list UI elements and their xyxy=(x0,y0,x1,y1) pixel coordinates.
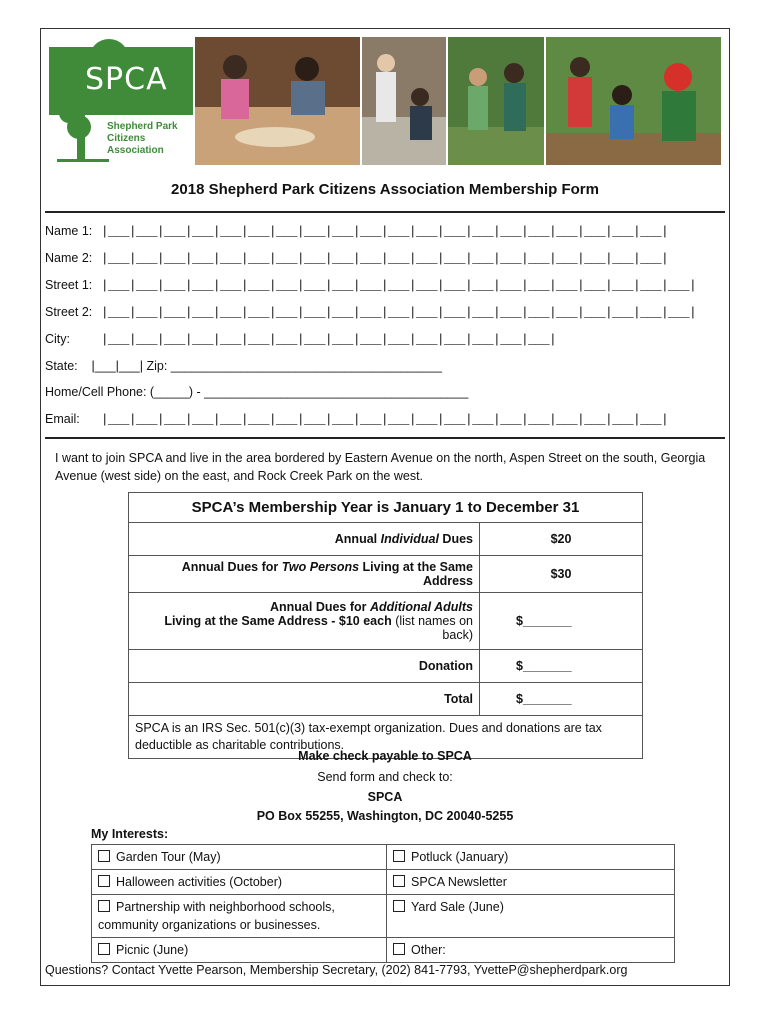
checkbox-other[interactable] xyxy=(393,943,405,955)
interest-label: Halloween activities (October) xyxy=(116,875,283,889)
interest-label: Other: xyxy=(411,943,446,957)
eligibility-text: I want to join SPCA and live in the area bordered by Eastern Avenue on the north, Aspen Street on the south, Georgia Avenue (west side) on the east, and Rock Creek Park on the west. xyxy=(55,451,706,483)
dues-table xyxy=(128,492,643,759)
name2-label: Name 2: xyxy=(45,251,93,265)
checkbox-potluck[interactable] xyxy=(393,850,405,862)
phone-row[interactable]: Home/Cell Phone: (_____) - ______________________________________ xyxy=(45,385,469,399)
donation-amount[interactable]: $_______ xyxy=(480,650,643,683)
two-pre: Annual Dues for xyxy=(181,560,282,574)
individual-pre: Annual xyxy=(334,532,381,546)
mail-org: SPCA xyxy=(367,790,403,804)
street2-boxes[interactable]: |___|___|___|___|___|___|___|___|___|___|___|___|___|___|___|___|___|___|___|___|___| xyxy=(101,306,697,320)
checkbox-yard-sale[interactable] xyxy=(393,900,405,912)
individual-em: Individual xyxy=(380,532,439,546)
interest-newsletter[interactable] xyxy=(387,870,675,895)
interests-table xyxy=(91,844,675,963)
event-photo-3 xyxy=(448,37,544,165)
two-person-dues-amount: $30 xyxy=(480,556,643,593)
two-post: Living at the Same Address xyxy=(359,560,473,588)
interest-garden-tour[interactable] xyxy=(92,845,387,870)
checkbox-garden-tour[interactable] xyxy=(98,850,110,862)
email-row[interactable] xyxy=(45,412,668,427)
checkbox-newsletter[interactable] xyxy=(393,875,405,887)
interest-halloween[interactable] xyxy=(92,870,387,895)
name1-boxes[interactable]: |___|___|___|___|___|___|___|___|___|___|___|___|___|___|___|___|___|___|___|___| xyxy=(101,225,669,239)
membership-form-page xyxy=(40,28,730,986)
individual-post: Dues xyxy=(438,532,473,546)
interest-partnership[interactable] xyxy=(92,895,387,938)
additional-adults-label xyxy=(129,593,480,650)
checkbox-partnership[interactable] xyxy=(98,900,110,912)
email-label: Email: xyxy=(45,412,80,426)
interest-label: Partnership with neighborhood schools, community organizations or businesses. xyxy=(98,900,335,932)
individual-dues-label xyxy=(129,523,480,556)
name1-label: Name 1: xyxy=(45,224,93,238)
interest-yard-sale[interactable] xyxy=(387,895,675,938)
divider-mid xyxy=(45,437,725,439)
logo-subtitle-line1: Shepherd Park xyxy=(107,121,178,132)
total-label: Total xyxy=(129,683,480,716)
name2-row[interactable] xyxy=(45,251,668,266)
individual-dues-amount: $20 xyxy=(480,523,643,556)
additional-adults-amount[interactable]: $_______ xyxy=(480,593,643,650)
logo-subtitle-line2: Citizens Association xyxy=(107,133,164,156)
interest-label: Yard Sale (June) xyxy=(411,900,504,914)
divider-top xyxy=(45,211,725,213)
interests-heading: My Interests: xyxy=(91,827,169,841)
contact-footer: Questions? Contact Yvette Pearson, Membership Secretary, (202) 841-7793, YvetteP@shepherdpark.org xyxy=(45,963,628,977)
header-banner xyxy=(49,37,721,165)
two-em: Two Persons xyxy=(281,560,360,574)
tax-exempt-note: SPCA is an IRS Sec. 501(c)(3) tax-exempt organization. Dues and donations are tax deductible as charitable contributions. xyxy=(129,716,643,759)
adults-line2: Living at the Same Address - $10 each xyxy=(164,614,392,628)
adults-pre: Annual Dues for xyxy=(269,600,370,614)
spca-logo xyxy=(49,37,193,165)
interest-label: SPCA Newsletter xyxy=(411,875,507,889)
city-label: City: xyxy=(45,332,70,346)
donation-label: Donation xyxy=(129,650,480,683)
event-photo-4 xyxy=(546,37,721,165)
payable-text: Make check payable to SPCA xyxy=(298,749,472,763)
street2-row[interactable] xyxy=(45,305,696,320)
checkbox-halloween[interactable] xyxy=(98,875,110,887)
city-boxes[interactable]: |___|___|___|___|___|___|___|___|___|___|___|___|___|___|___|___| xyxy=(101,333,557,347)
total-amount[interactable]: $_______ xyxy=(480,683,643,716)
membership-year-heading: SPCA’s Membership Year is January 1 to December 31 xyxy=(129,493,643,523)
interest-label: Potluck (January) xyxy=(411,850,509,864)
adults-note: (list names on back) xyxy=(391,614,473,642)
send-to-text: Send form and check to: xyxy=(317,770,453,784)
logo-wordmark: SPCA xyxy=(85,62,168,97)
email-boxes[interactable]: |___|___|___|___|___|___|___|___|___|___|___|___|___|___|___|___|___|___|___|___| xyxy=(101,413,669,427)
interest-other[interactable] xyxy=(387,938,675,963)
name1-row[interactable] xyxy=(45,224,668,239)
logo-subtitle xyxy=(107,121,193,157)
interest-picnic[interactable] xyxy=(92,938,387,963)
adults-em: Additional Adults xyxy=(370,600,473,614)
event-photo-1 xyxy=(195,37,361,165)
name2-boxes[interactable]: |___|___|___|___|___|___|___|___|___|___|___|___|___|___|___|___|___|___|___|___| xyxy=(101,252,669,266)
two-person-dues-label xyxy=(129,556,480,593)
state-zip-row[interactable]: State: |___|___| Zip: _______________________________________ xyxy=(45,359,442,373)
interest-potluck[interactable] xyxy=(387,845,675,870)
mail-address: PO Box 55255, Washington, DC 20040-5255 xyxy=(256,809,514,823)
form-title: 2018 Shepherd Park Citizens Association Membership Form xyxy=(171,181,599,198)
street1-boxes[interactable]: |___|___|___|___|___|___|___|___|___|___|___|___|___|___|___|___|___|___|___|___|___| xyxy=(101,279,697,293)
street1-label: Street 1: xyxy=(45,278,93,292)
checkbox-picnic[interactable] xyxy=(98,943,110,955)
street2-label: Street 2: xyxy=(45,305,93,319)
interest-label: Picnic (June) xyxy=(116,943,189,957)
street1-row[interactable] xyxy=(45,278,696,293)
event-photo-2 xyxy=(362,37,446,165)
interest-label: Garden Tour (May) xyxy=(116,850,221,864)
city-row[interactable] xyxy=(45,332,556,347)
